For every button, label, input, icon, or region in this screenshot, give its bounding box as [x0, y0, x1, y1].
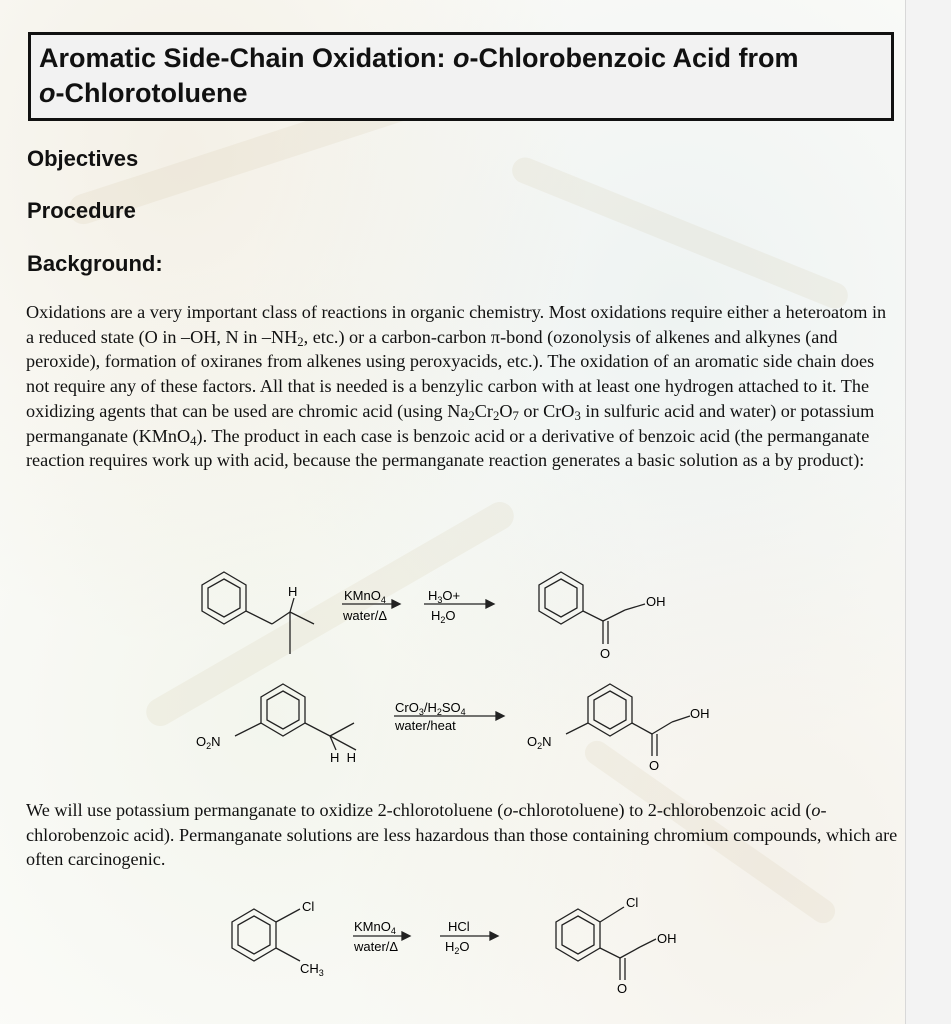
title-text: -Chlorobenzoic Acid from — [469, 43, 799, 73]
reaction-scheme-1 — [0, 560, 905, 670]
svg-text:H2O: $H_2O$ — [445, 939, 470, 956]
title-italic-o: o — [39, 78, 56, 108]
svg-text:H H: H H — [330, 750, 356, 765]
svg-text:H3O+: $H_3O+$ — [428, 588, 461, 605]
svg-text:O2N: $O_2N$ — [196, 734, 221, 751]
title-italic-o: o — [453, 43, 470, 73]
background-paragraph: Oxidations are a very important class of reactions in organic chemistry. Most oxidations require either a heteroatom in a reduced state (O in –OH, N in $-NH_2$, etc.) or a carbon-carbon π-bond (ozonolysis of alkenes and alkynes (and peroxide), formation of oxiranes from alkenes using peroxyacids, etc.). The oxidation of an aromatic side chain does not require any of these factors. All that is needed is a benzylic carbon with at least one hydrogen attached to it. The oxidizing agents that can be used are chromic acid (using $Na_2Cr_2O_7$ or CrO$_3$ in sulfuric acid and water) or potassium permanganate (KMnO$_4$). The product in each case is benzoic acid or a derivative of benzoic acid (the permanganate reaction requires work up with acid, because the permanganate reaction generates a basic solution as a by product): — [26, 302, 887, 471]
svg-text:O: O — [600, 646, 611, 661]
procedure-link[interactable]: Procedure — [27, 198, 136, 223]
svg-text:O: O — [617, 981, 628, 996]
svg-text:CH3: $CH_3$ — [300, 961, 324, 978]
svg-text:KMnO4: KMnO$_4$ — [344, 588, 386, 605]
objectives-link[interactable]: Objectives — [27, 146, 139, 171]
svg-text:CrO3/H2SO4: $CrO_3/H_2SO_4$ — [395, 700, 466, 717]
page-title — [28, 32, 894, 121]
svg-text:OH: OH — [657, 931, 677, 946]
svg-text:OH: OH — [690, 706, 710, 721]
right-margin-panel — [905, 0, 951, 1024]
svg-text:KMnO4: KMnO$_4$ — [354, 919, 396, 936]
svg-text:water/Δ: water/Δ — [343, 608, 388, 623]
svg-text:O2N: $O_2N$ — [527, 734, 552, 751]
method-paragraph: We will use potassium permanganate to oxidize 2-chlorotoluene (o-chlorotoluene) to 2-chlorobenzoic acid (o-chlorobenzoic acid). Permanganate solutions are less hazardous than those containing chromium compounds, which are often carcinogenic. — [26, 800, 898, 870]
svg-text:water/Δ: water/Δ — [354, 939, 399, 954]
svg-text:HCl: HCl — [448, 919, 470, 934]
svg-text:Cl: Cl — [626, 895, 639, 910]
title-text: -Chlorotoluene — [55, 78, 248, 108]
background-heading: Background: — [27, 251, 163, 276]
svg-text:water/heat: water/heat — [395, 718, 456, 733]
svg-text:OH: OH — [646, 594, 666, 609]
svg-text:H: H — [288, 584, 298, 599]
svg-text:O: O — [649, 758, 660, 773]
svg-text:H2O: $H_2O$ — [431, 608, 456, 625]
svg-text:Cl: Cl — [302, 899, 315, 914]
title-text: Aromatic Side-Chain Oxidation: — [39, 43, 454, 73]
reaction-scheme-3 — [0, 885, 905, 1005]
reaction-scheme-2 — [0, 670, 905, 785]
